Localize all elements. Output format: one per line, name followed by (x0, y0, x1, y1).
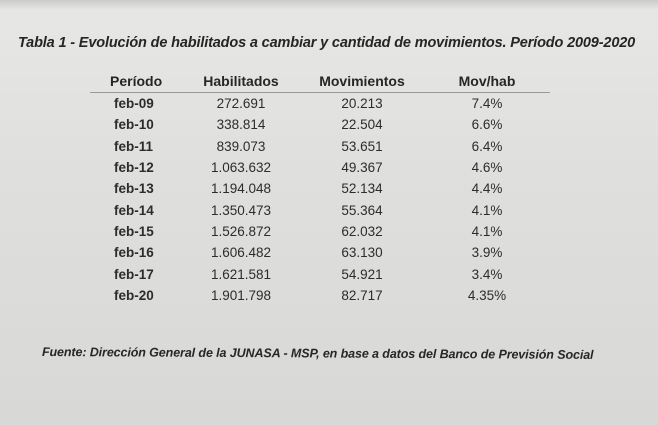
cell-habilitados: 1.526.872 (210, 223, 272, 239)
cell-periodo: feb-12 (114, 160, 154, 176)
data-table (90, 70, 550, 306)
cell-periodo: feb-17 (114, 266, 154, 282)
cell-periodo: feb-10 (114, 117, 154, 133)
cell-movimientos: 54.921 (341, 266, 383, 282)
cell-habilitados: 1.901.798 (210, 287, 272, 303)
cell-mov-hab: 3.4% (471, 266, 503, 282)
cell-periodo: feb-09 (114, 96, 154, 112)
source-note: Fuente: Dirección General de la JUNASA - MSP, en base a datos del Banco de Previsión Social (41, 345, 594, 362)
cell-movimientos: 62.032 (341, 223, 383, 239)
cell-movimientos: 55.364 (341, 202, 383, 218)
cell-movimientos: 22.504 (341, 117, 383, 133)
cell-mov-hab: 4.6% (471, 160, 503, 176)
cell-habilitados: 1.194.048 (210, 181, 272, 197)
table-row (90, 136, 550, 157)
cell-movimientos: 82.717 (341, 287, 383, 303)
header-mov-hab: Mov/hab (424, 70, 550, 93)
table-row (90, 178, 550, 199)
cell-periodo: feb-20 (114, 287, 154, 303)
cell-movimientos: 52.134 (341, 181, 383, 197)
cell-movimientos: 63.130 (341, 245, 383, 261)
table-caption: Tabla 1 - Evolución de habilitados a cambiar y cantidad de movimientos. Período 2009-2020 (18, 35, 636, 51)
cell-mov-hab: 4.4% (471, 181, 503, 197)
cell-mov-hab: 6.6% (471, 117, 503, 133)
table-row (90, 221, 550, 242)
cell-habilitados: 272.691 (216, 96, 266, 112)
cell-periodo: feb-13 (114, 181, 154, 197)
header-habilitados: Habilitados (182, 70, 300, 93)
cell-periodo: feb-14 (114, 202, 154, 218)
table-row (90, 263, 550, 284)
table-row (90, 114, 550, 135)
cell-habilitados: 1.606.482 (210, 245, 272, 261)
cell-movimientos: 53.651 (341, 138, 383, 154)
table-row (90, 285, 550, 306)
cell-mov-hab: 3.9% (471, 245, 503, 261)
cell-periodo: feb-11 (114, 138, 154, 154)
cell-habilitados: 839.073 (216, 138, 266, 154)
cell-habilitados: 1.350.473 (210, 202, 272, 218)
cell-movimientos: 20.213 (341, 96, 383, 112)
table-row (90, 199, 550, 220)
cell-mov-hab: 4.1% (471, 223, 503, 239)
table-header-row (90, 70, 550, 93)
cell-periodo: feb-16 (114, 245, 154, 261)
cell-mov-hab: 4.1% (471, 202, 503, 218)
cell-mov-hab: 6.4% (471, 138, 503, 154)
table-container (90, 70, 550, 306)
cell-mov-hab: 7.4% (471, 96, 503, 112)
cell-periodo: feb-15 (114, 223, 154, 239)
table-row (90, 242, 550, 263)
cell-mov-hab: 4.35% (467, 287, 507, 303)
cell-habilitados: 338.814 (216, 117, 266, 133)
cell-movimientos: 49.367 (341, 160, 383, 176)
table-row (90, 93, 550, 115)
page-shadow (0, 0, 658, 10)
table-row (90, 157, 550, 178)
header-periodo: Período (90, 70, 182, 93)
cell-habilitados: 1.621.581 (210, 266, 272, 282)
cell-habilitados: 1.063.632 (210, 160, 272, 176)
header-movimientos: Movimientos (300, 70, 424, 93)
